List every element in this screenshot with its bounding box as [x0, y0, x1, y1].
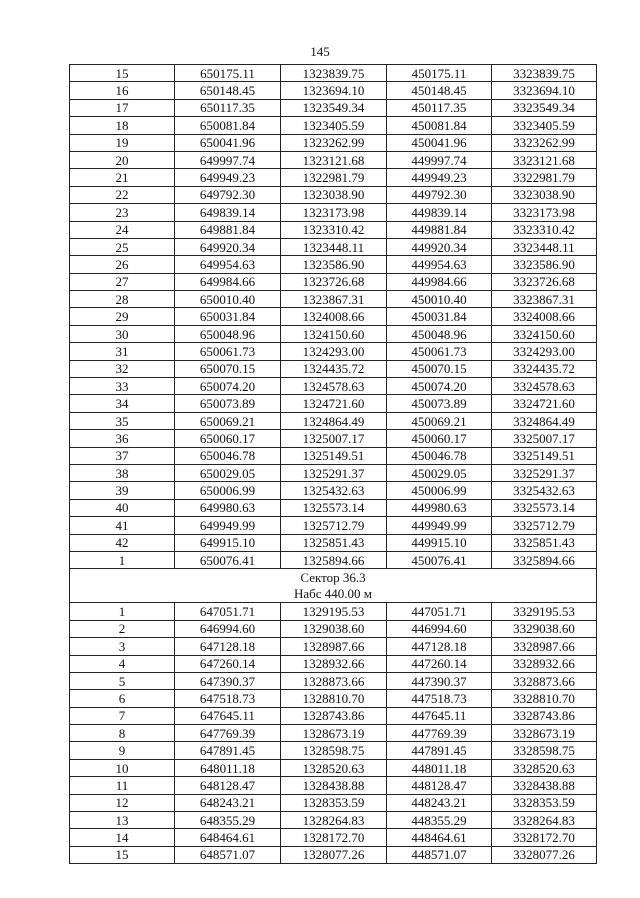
x-coordinate-cell: 647390.37 [175, 672, 281, 689]
x-local-cell: 450031.84 [387, 308, 492, 325]
x-coordinate-cell: 650069.21 [175, 412, 281, 429]
table-row [70, 655, 597, 672]
y-local-cell: 3325007.17 [492, 430, 597, 447]
x-coordinate-cell: 648128.47 [175, 777, 281, 794]
x-local-cell: 448243.21 [387, 794, 492, 811]
table-row [70, 343, 597, 360]
y-coordinate-cell: 1325149.51 [281, 447, 387, 464]
y-local-cell: 3323448.11 [492, 238, 597, 255]
y-coordinate-cell: 1328264.83 [281, 812, 387, 829]
section-row [70, 569, 597, 603]
table-body-part1 [70, 65, 597, 569]
point-number-cell: 23 [70, 204, 175, 221]
x-local-cell: 450076.41 [387, 551, 492, 568]
point-number-cell: 29 [70, 308, 175, 325]
x-local-cell: 450069.21 [387, 412, 492, 429]
x-local-cell: 449949.99 [387, 517, 492, 534]
table-row [70, 534, 597, 551]
y-coordinate-cell: 1328172.70 [281, 829, 387, 846]
x-local-cell: 450148.45 [387, 82, 492, 99]
y-coordinate-cell: 1328743.86 [281, 707, 387, 724]
y-local-cell: 3323121.68 [492, 151, 597, 168]
table-row [70, 777, 597, 794]
table-row [70, 517, 597, 534]
table-row [70, 551, 597, 568]
y-coordinate-cell: 1324008.66 [281, 308, 387, 325]
point-number-cell: 35 [70, 412, 175, 429]
y-coordinate-cell: 1325432.63 [281, 482, 387, 499]
y-coordinate-cell: 1324293.00 [281, 343, 387, 360]
y-coordinate-cell: 1322981.79 [281, 169, 387, 186]
point-number-cell: 9 [70, 742, 175, 759]
x-coordinate-cell: 649881.84 [175, 221, 281, 238]
y-local-cell: 3325851.43 [492, 534, 597, 551]
y-local-cell: 3328673.19 [492, 725, 597, 742]
table-row [70, 291, 597, 308]
y-local-cell: 3323173.98 [492, 204, 597, 221]
table-row [70, 256, 597, 273]
table-row [70, 742, 597, 759]
y-coordinate-cell: 1329038.60 [281, 620, 387, 637]
y-local-cell: 3323867.31 [492, 291, 597, 308]
x-coordinate-cell: 649949.99 [175, 517, 281, 534]
y-local-cell: 3323310.42 [492, 221, 597, 238]
y-coordinate-cell: 1323262.99 [281, 134, 387, 151]
table-row [70, 325, 597, 342]
table-row [70, 829, 597, 846]
y-coordinate-cell: 1328987.66 [281, 638, 387, 655]
x-coordinate-cell: 647051.71 [175, 603, 281, 620]
y-coordinate-cell: 1328353.59 [281, 794, 387, 811]
section-height: Набс 440.00 м [293, 585, 373, 601]
y-coordinate-cell: 1323310.42 [281, 221, 387, 238]
table-row [70, 238, 597, 255]
x-local-cell: 448128.47 [387, 777, 492, 794]
x-coordinate-cell: 650060.17 [175, 430, 281, 447]
point-number-cell: 31 [70, 343, 175, 360]
x-local-cell: 446994.60 [387, 620, 492, 637]
y-coordinate-cell: 1328438.88 [281, 777, 387, 794]
point-number-cell: 1 [70, 603, 175, 620]
y-coordinate-cell: 1324150.60 [281, 325, 387, 342]
point-number-cell: 8 [70, 725, 175, 742]
table-row [70, 186, 597, 203]
x-local-cell: 449984.66 [387, 273, 492, 290]
x-local-cell: 449915.10 [387, 534, 492, 551]
x-coordinate-cell: 650074.20 [175, 378, 281, 395]
y-coordinate-cell: 1328673.19 [281, 725, 387, 742]
x-local-cell: 450175.11 [387, 65, 492, 82]
y-coordinate-cell: 1328520.63 [281, 759, 387, 776]
table-row [70, 759, 597, 776]
y-coordinate-cell: 1324435.72 [281, 360, 387, 377]
table-row [70, 134, 597, 151]
x-local-cell: 447645.11 [387, 707, 492, 724]
point-number-cell: 30 [70, 325, 175, 342]
point-number-cell: 25 [70, 238, 175, 255]
y-local-cell: 3328172.70 [492, 829, 597, 846]
x-local-cell: 450010.40 [387, 291, 492, 308]
table-row [70, 846, 597, 863]
x-local-cell: 449881.84 [387, 221, 492, 238]
y-coordinate-cell: 1325712.79 [281, 517, 387, 534]
x-coordinate-cell: 649980.63 [175, 499, 281, 516]
x-coordinate-cell: 648011.18 [175, 759, 281, 776]
y-local-cell: 3324435.72 [492, 360, 597, 377]
x-coordinate-cell: 647769.39 [175, 725, 281, 742]
point-number-cell: 21 [70, 169, 175, 186]
y-local-cell: 3328987.66 [492, 638, 597, 655]
page-number: 145 [310, 44, 330, 59]
y-local-cell: 3328932.66 [492, 655, 597, 672]
table-row [70, 395, 597, 412]
x-coordinate-cell: 648571.07 [175, 846, 281, 863]
x-coordinate-cell: 650081.84 [175, 117, 281, 134]
x-coordinate-cell: 648464.61 [175, 829, 281, 846]
x-local-cell: 447390.37 [387, 672, 492, 689]
table-row [70, 707, 597, 724]
y-local-cell: 3323694.10 [492, 82, 597, 99]
table-row [70, 447, 597, 464]
x-local-cell: 447769.39 [387, 725, 492, 742]
x-coordinate-cell: 650048.96 [175, 325, 281, 342]
y-local-cell: 3328077.26 [492, 846, 597, 863]
y-local-cell: 3328873.66 [492, 672, 597, 689]
table-row [70, 672, 597, 689]
x-local-cell: 449792.30 [387, 186, 492, 203]
y-local-cell: 3328810.70 [492, 690, 597, 707]
table-row [70, 638, 597, 655]
y-local-cell: 3325894.66 [492, 551, 597, 568]
point-number-cell: 19 [70, 134, 175, 151]
x-local-cell: 448011.18 [387, 759, 492, 776]
table-row [70, 812, 597, 829]
x-coordinate-cell: 646994.60 [175, 620, 281, 637]
y-coordinate-cell: 1325291.37 [281, 464, 387, 481]
x-local-cell: 450081.84 [387, 117, 492, 134]
x-local-cell: 450074.20 [387, 378, 492, 395]
table-row [70, 169, 597, 186]
point-number-cell: 4 [70, 655, 175, 672]
point-number-cell: 42 [70, 534, 175, 551]
y-coordinate-cell: 1323694.10 [281, 82, 387, 99]
x-local-cell: 449839.14 [387, 204, 492, 221]
y-local-cell: 3323262.99 [492, 134, 597, 151]
section-header [70, 569, 597, 603]
y-coordinate-cell: 1324578.63 [281, 378, 387, 395]
y-coordinate-cell: 1325573.14 [281, 499, 387, 516]
y-local-cell: 3323405.59 [492, 117, 597, 134]
point-number-cell: 2 [70, 620, 175, 637]
x-coordinate-cell: 649949.23 [175, 169, 281, 186]
x-coordinate-cell: 650029.05 [175, 464, 281, 481]
x-coordinate-cell: 649792.30 [175, 186, 281, 203]
point-number-cell: 37 [70, 447, 175, 464]
table-row [70, 603, 597, 620]
y-coordinate-cell: 1325007.17 [281, 430, 387, 447]
point-number-cell: 34 [70, 395, 175, 412]
section-cell [70, 569, 597, 603]
x-local-cell: 447128.18 [387, 638, 492, 655]
y-local-cell: 3325712.79 [492, 517, 597, 534]
x-coordinate-cell: 649920.34 [175, 238, 281, 255]
y-local-cell: 3325432.63 [492, 482, 597, 499]
x-coordinate-cell: 650148.45 [175, 82, 281, 99]
table-row [70, 464, 597, 481]
point-number-cell: 3 [70, 638, 175, 655]
x-local-cell: 447260.14 [387, 655, 492, 672]
point-number-cell: 38 [70, 464, 175, 481]
x-local-cell: 448355.29 [387, 812, 492, 829]
x-coordinate-cell: 649839.14 [175, 204, 281, 221]
x-local-cell: 449980.63 [387, 499, 492, 516]
y-local-cell: 3328598.75 [492, 742, 597, 759]
table-row [70, 620, 597, 637]
point-number-cell: 7 [70, 707, 175, 724]
y-local-cell: 3324721.60 [492, 395, 597, 412]
y-local-cell: 3322981.79 [492, 169, 597, 186]
table-row [70, 99, 597, 116]
y-local-cell: 3325291.37 [492, 464, 597, 481]
y-local-cell: 3325149.51 [492, 447, 597, 464]
x-local-cell: 450048.96 [387, 325, 492, 342]
y-coordinate-cell: 1324721.60 [281, 395, 387, 412]
x-local-cell: 449954.63 [387, 256, 492, 273]
point-number-cell: 1 [70, 551, 175, 568]
table-row [70, 151, 597, 168]
x-coordinate-cell: 650006.99 [175, 482, 281, 499]
x-local-cell: 450046.78 [387, 447, 492, 464]
point-number-cell: 10 [70, 759, 175, 776]
y-coordinate-cell: 1323726.68 [281, 273, 387, 290]
x-coordinate-cell: 650076.41 [175, 551, 281, 568]
x-coordinate-cell: 650073.89 [175, 395, 281, 412]
table-row [70, 117, 597, 134]
point-number-cell: 11 [70, 777, 175, 794]
y-coordinate-cell: 1323448.11 [281, 238, 387, 255]
x-coordinate-cell: 650046.78 [175, 447, 281, 464]
point-number-cell: 22 [70, 186, 175, 203]
x-coordinate-cell: 649984.66 [175, 273, 281, 290]
x-local-cell: 449949.23 [387, 169, 492, 186]
y-coordinate-cell: 1328810.70 [281, 690, 387, 707]
x-local-cell: 450041.96 [387, 134, 492, 151]
y-local-cell: 3328353.59 [492, 794, 597, 811]
table-row [70, 273, 597, 290]
x-local-cell: 448464.61 [387, 829, 492, 846]
x-local-cell: 450070.15 [387, 360, 492, 377]
x-local-cell: 449997.74 [387, 151, 492, 168]
y-local-cell: 3324150.60 [492, 325, 597, 342]
x-local-cell: 447518.73 [387, 690, 492, 707]
y-local-cell: 3325573.14 [492, 499, 597, 516]
y-coordinate-cell: 1323038.90 [281, 186, 387, 203]
table-row [70, 499, 597, 516]
table-row [70, 412, 597, 429]
table-row [70, 65, 597, 82]
point-number-cell: 32 [70, 360, 175, 377]
x-local-cell: 448571.07 [387, 846, 492, 863]
y-local-cell: 3324008.66 [492, 308, 597, 325]
point-number-cell: 26 [70, 256, 175, 273]
x-coordinate-cell: 650010.40 [175, 291, 281, 308]
x-coordinate-cell: 650031.84 [175, 308, 281, 325]
x-coordinate-cell: 650041.96 [175, 134, 281, 151]
y-local-cell: 3324864.49 [492, 412, 597, 429]
point-number-cell: 15 [70, 65, 175, 82]
x-coordinate-cell: 647891.45 [175, 742, 281, 759]
x-coordinate-cell: 648243.21 [175, 794, 281, 811]
point-number-cell: 5 [70, 672, 175, 689]
point-number-cell: 36 [70, 430, 175, 447]
point-number-cell: 15 [70, 846, 175, 863]
y-coordinate-cell: 1328932.66 [281, 655, 387, 672]
point-number-cell: 24 [70, 221, 175, 238]
table-row [70, 82, 597, 99]
x-coordinate-cell: 650175.11 [175, 65, 281, 82]
y-local-cell: 3324293.00 [492, 343, 597, 360]
y-local-cell: 3328743.86 [492, 707, 597, 724]
point-number-cell: 28 [70, 291, 175, 308]
y-coordinate-cell: 1323839.75 [281, 65, 387, 82]
x-local-cell: 450073.89 [387, 395, 492, 412]
y-coordinate-cell: 1323405.59 [281, 117, 387, 134]
y-coordinate-cell: 1328873.66 [281, 672, 387, 689]
y-local-cell: 3329195.53 [492, 603, 597, 620]
y-coordinate-cell: 1323586.90 [281, 256, 387, 273]
table-row [70, 482, 597, 499]
y-local-cell: 3323586.90 [492, 256, 597, 273]
table-row [70, 308, 597, 325]
x-local-cell: 450029.05 [387, 464, 492, 481]
coordinates-table [69, 64, 597, 864]
y-coordinate-cell: 1323549.34 [281, 99, 387, 116]
x-coordinate-cell: 649997.74 [175, 151, 281, 168]
table-row [70, 430, 597, 447]
y-coordinate-cell: 1323173.98 [281, 204, 387, 221]
section-title: Сектор 36.3 [300, 569, 366, 585]
point-number-cell: 18 [70, 117, 175, 134]
point-number-cell: 39 [70, 482, 175, 499]
y-coordinate-cell: 1323121.68 [281, 151, 387, 168]
point-number-cell: 16 [70, 82, 175, 99]
x-coordinate-cell: 647518.73 [175, 690, 281, 707]
x-coordinate-cell: 648355.29 [175, 812, 281, 829]
x-local-cell: 449920.34 [387, 238, 492, 255]
y-local-cell: 3328438.88 [492, 777, 597, 794]
x-coordinate-cell: 647128.18 [175, 638, 281, 655]
point-number-cell: 40 [70, 499, 175, 516]
table-row [70, 794, 597, 811]
x-local-cell: 450006.99 [387, 482, 492, 499]
x-coordinate-cell: 647260.14 [175, 655, 281, 672]
x-local-cell: 450061.73 [387, 343, 492, 360]
table-row [70, 690, 597, 707]
y-local-cell: 3323726.68 [492, 273, 597, 290]
y-coordinate-cell: 1325894.66 [281, 551, 387, 568]
y-coordinate-cell: 1325851.43 [281, 534, 387, 551]
table-row [70, 725, 597, 742]
table-body-part2 [70, 603, 597, 864]
x-coordinate-cell: 650117.35 [175, 99, 281, 116]
x-coordinate-cell: 650061.73 [175, 343, 281, 360]
point-number-cell: 41 [70, 517, 175, 534]
y-local-cell: 3323038.90 [492, 186, 597, 203]
y-coordinate-cell: 1324864.49 [281, 412, 387, 429]
point-number-cell: 33 [70, 378, 175, 395]
x-coordinate-cell: 649915.10 [175, 534, 281, 551]
y-local-cell: 3323549.34 [492, 99, 597, 116]
point-number-cell: 13 [70, 812, 175, 829]
point-number-cell: 12 [70, 794, 175, 811]
x-coordinate-cell: 650070.15 [175, 360, 281, 377]
x-coordinate-cell: 647645.11 [175, 707, 281, 724]
x-local-cell: 447891.45 [387, 742, 492, 759]
point-number-cell: 20 [70, 151, 175, 168]
y-coordinate-cell: 1329195.53 [281, 603, 387, 620]
y-local-cell: 3323839.75 [492, 65, 597, 82]
y-local-cell: 3328264.83 [492, 812, 597, 829]
table-row [70, 360, 597, 377]
point-number-cell: 27 [70, 273, 175, 290]
table-row [70, 204, 597, 221]
point-number-cell: 17 [70, 99, 175, 116]
point-number-cell: 6 [70, 690, 175, 707]
x-local-cell: 447051.71 [387, 603, 492, 620]
y-coordinate-cell: 1328077.26 [281, 846, 387, 863]
y-coordinate-cell: 1323867.31 [281, 291, 387, 308]
table-row [70, 221, 597, 238]
table-row [70, 378, 597, 395]
x-coordinate-cell: 649954.63 [175, 256, 281, 273]
x-local-cell: 450060.17 [387, 430, 492, 447]
y-local-cell: 3328520.63 [492, 759, 597, 776]
y-coordinate-cell: 1328598.75 [281, 742, 387, 759]
y-local-cell: 3329038.60 [492, 620, 597, 637]
x-local-cell: 450117.35 [387, 99, 492, 116]
point-number-cell: 14 [70, 829, 175, 846]
y-local-cell: 3324578.63 [492, 378, 597, 395]
